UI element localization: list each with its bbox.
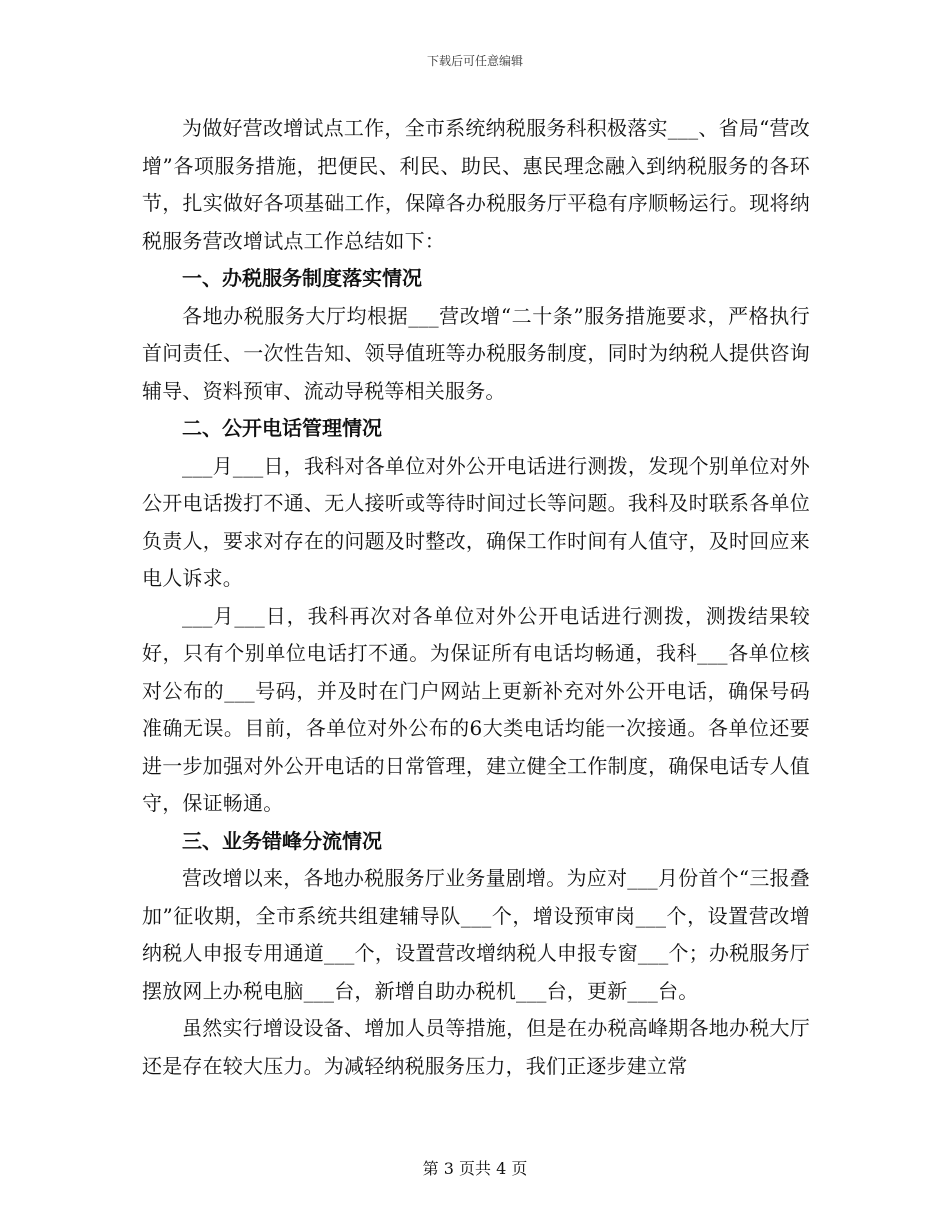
page-header: 下载后可任意编辑 <box>426 54 523 68</box>
paragraph-section-3b: 虽然实行增设设备、增加人员等措施，但是在办税高峰期各地办税大厅还是存在较大压力。为减轻纳税服务压力，我们正逐步建立常 <box>142 1016 810 1078</box>
section-heading-2: 二、公开电话管理情况 <box>182 416 382 440</box>
paragraph-section-2a: ___月___日，我科对各单位对外公开电话进行测拨，发现个别单位对外公开电话拨打不通、无人接听或等待时间过长等问题。我科及时联系各单位负责人，要求对存在的问题及时整改，确保工作时间有人值守，及时回应来电人诉求。 <box>142 453 810 590</box>
document-body <box>142 110 810 1085</box>
paragraph-section-3a: 营改增以来，各地办税服务厅业务量剧增。为应对___月份首个“三报叠加”征收期，全市系统共组建辅导队___个，增设预审岗___个，设置营改增纳税人申报专用通道___个，设置营改增纳税人申报专窗___个；办税服务厅摆放网上办税电脑___台，新增自助办税机___台，更新___台。 <box>142 866 810 1003</box>
page-footer: 第 3 页共 4 页 <box>422 1159 528 1178</box>
paragraph-intro: 为做好营改增试点工作，全市系统纳税服务科积极落实___、省局“营改增”各项服务措施，把便民、利民、助民、惠民理念融入到纳税服务的各环节，扎实做好各项基础工作，保障各办税服务厅平稳有序顺畅运行。现将纳税服务营改增试点工作总结如下： <box>142 116 810 253</box>
paragraph-section-1: 各地办税服务大厅均根据___营改增“二十条”服务措施要求，严格执行首问责任、一次性告知、领导值班等办税服务制度，同时为纳税人提供咨询辅导、资料预审、流动导税等相关服务。 <box>142 303 810 403</box>
section-heading-3: 三、业务错峰分流情况 <box>182 828 382 853</box>
section-heading-1: 一、办税服务制度落实情况 <box>182 266 422 290</box>
paragraph-section-2b: ___月___日，我科再次对各单位对外公开电话进行测拨，测拨结果较好，只有个别单位电话打不通。为保证所有电话均畅通，我科___各单位核对公布的___号码，并及时在门户网站上更新补充对外公开电话，确保号码准确无误。目前，各单位对外公布的6大类电话均能一次接通。各单位还要进一步加强对外公开电话的日常管理，建立健全工作制度，确保电话专人值守，保证畅通。 <box>142 603 810 815</box>
